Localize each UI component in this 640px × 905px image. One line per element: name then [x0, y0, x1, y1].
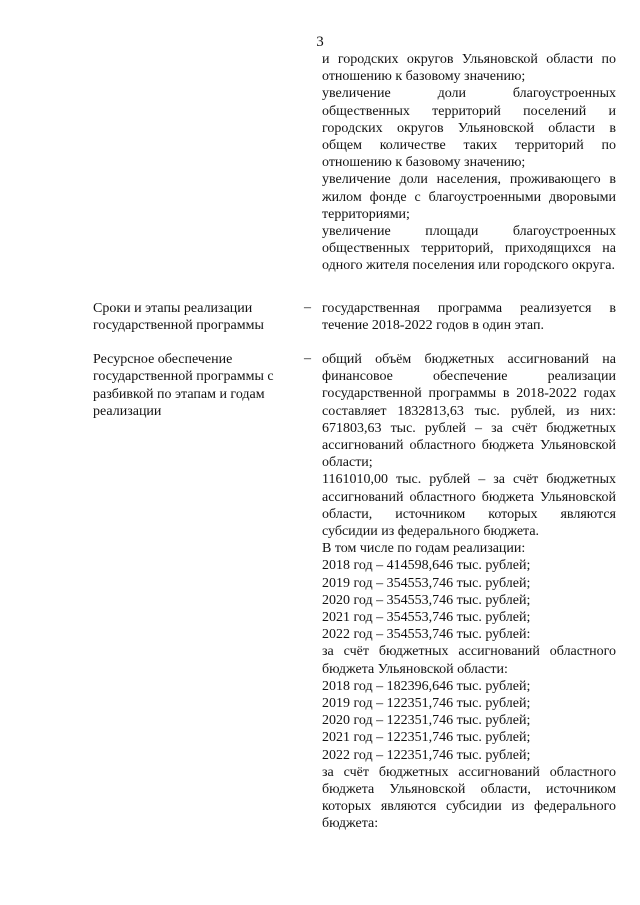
years-intro: В том числе по годам реализации:: [322, 541, 526, 557]
row-dash: –: [304, 300, 311, 315]
year-regional-line: 2021 год – 122351,746 тыс. рублей;: [322, 730, 531, 746]
goal-item: увеличение площади благоустроенных общественных территорий, приходящихся на одного жителя поселения или городского округа.: [322, 224, 616, 274]
year-regional-line: 2022 год – 122351,746 тыс. рублей;: [322, 747, 531, 763]
row-text-funding: [322, 351, 616, 833]
year-regional-line: 2019 год – 122351,746 тыс. рублей;: [322, 696, 531, 712]
row-label-funding: Ресурсное обеспечение государственной программы с разбивкой по этапам и годам реализации: [93, 352, 274, 420]
year-regional-line: 2020 год – 122351,746 тыс. рублей;: [322, 713, 531, 729]
row-label-timeline: Сроки и этапы реализации государственной программы: [93, 301, 264, 334]
regional-intro: за счёт бюджетных ассигнований областного бюджета Ульяновской области:: [322, 644, 616, 677]
page-number: 3: [316, 34, 324, 50]
year-total-line: 2021 год – 354553,746 тыс. рублей;: [322, 610, 531, 626]
timeline-text: государственная программа реализуется в течение 2018-2022 годов в один этап.: [322, 301, 616, 334]
row-text-timeline: [322, 300, 616, 334]
year-total-line: 2022 год – 354553,746 тыс. рублей:: [322, 627, 531, 643]
goal-item: увеличение доли благоустроенных общественных территорий поселений и городских округов Ульяновской области в общем количестве таких территорий по отношению к базовому значению;: [322, 86, 616, 171]
funding-federal-paragraph: 1161010,00 тыс. рублей – за счёт бюджетных ассигнований областного бюджета Ульяновской области, источником которых являются субсидии из федерального бюджета.: [322, 472, 616, 540]
year-regional-line: 2018 год – 182396,646 тыс. рублей;: [322, 678, 531, 694]
year-total-line: 2018 год – 414598,646 тыс. рублей;: [322, 558, 531, 574]
goals-continuation: [322, 51, 616, 275]
federal-intro: за счёт бюджетных ассигнований областного бюджета Ульяновской области, источником которых являются субсидии из федерального бюджета:: [322, 764, 616, 832]
row-dash: –: [304, 351, 311, 366]
year-total-line: 2019 год – 354553,746 тыс. рублей;: [322, 575, 531, 591]
year-total-line: 2020 год – 354553,746 тыс. рублей;: [322, 592, 531, 608]
goal-item: увеличение доли населения, проживающего в жилом фонде с благоустроенными дворовыми территориями;: [322, 172, 616, 222]
funding-total-paragraph: общий объём бюджетных ассигнований на финансовое обеспечение реализации государственной программы в 2018-2022 годах составляет 1832813,63 тыс. рублей, из них: 671803,63 тыс. рублей – за счёт бюджетных ассигнований областного бюджета Ульяновской области;: [322, 352, 616, 471]
goal-item: и городских округов Ульяновской области по отношению к базовому значению;: [322, 52, 616, 85]
